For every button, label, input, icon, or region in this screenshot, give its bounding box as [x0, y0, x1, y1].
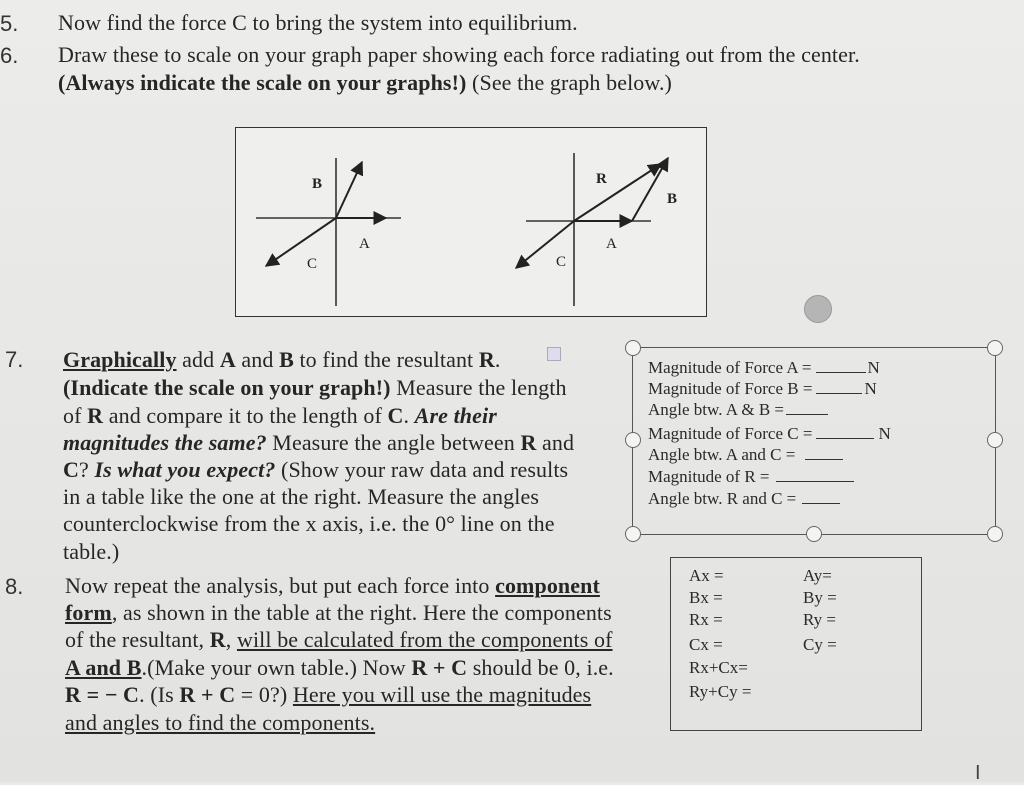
p8-l4-b: .(Make your own table.) Now	[141, 655, 412, 680]
see-graph-text: (See the graph below.)	[466, 70, 672, 95]
vector-diagram	[236, 128, 706, 316]
p7-l4-a: magnitudes the same?	[63, 430, 267, 455]
unit-n: N	[867, 358, 880, 377]
resize-handle-icon[interactable]	[625, 340, 641, 356]
p7-line6: in a table like the one at the right. Measure the angles	[63, 484, 539, 509]
blank-field[interactable]	[802, 503, 840, 504]
row-magnitude-a	[648, 358, 880, 378]
p8-l3-d: will be calculated from the components of	[236, 627, 613, 652]
right-vector-b	[632, 158, 668, 221]
p7-line8: table.)	[63, 539, 120, 564]
p8-line2	[65, 600, 612, 626]
p7-l4-d: and	[536, 430, 575, 455]
p7-l3-f: Are their	[414, 403, 497, 428]
blank-field[interactable]	[776, 481, 854, 482]
item-number-7: 7.	[5, 347, 24, 372]
component-word: component	[495, 573, 600, 598]
p7-l5-d: (Show your raw data and results	[275, 457, 569, 482]
p7-l1-h: .	[494, 347, 501, 372]
row-angle-rc-label: Angle btw. R and C =	[648, 489, 797, 508]
row-magnitude-a-label: Magnitude of Force A =	[648, 358, 812, 377]
item-number-6: 6.	[0, 43, 19, 68]
resize-handle-icon[interactable]	[987, 340, 1003, 356]
p7-l1-g: R	[478, 347, 495, 372]
resize-handle-icon[interactable]	[987, 526, 1003, 542]
text-cursor-icon: I	[975, 762, 981, 784]
cell-ry-cy: Ry+Cy =	[689, 682, 752, 701]
row-magnitude-b	[648, 379, 877, 399]
p7-l5-a: C	[63, 457, 79, 482]
item-5-text-span: Now find the force C to bring the system into equilibrium.	[58, 10, 578, 35]
row-magnitude-c-label: Magnitude of Force C =	[648, 424, 813, 443]
blank-field[interactable]	[816, 438, 874, 439]
blank-field[interactable]	[816, 372, 866, 373]
cell-ax: Ax =	[689, 566, 724, 585]
p7-line3	[63, 403, 497, 429]
cell-by: By =	[803, 588, 837, 607]
left-label-b: B	[312, 176, 323, 192]
p8-l5-a: R = − C	[65, 682, 140, 707]
results-table-textbox[interactable]	[632, 347, 996, 535]
p8-l5-b: . (Is	[139, 682, 180, 707]
p7-l1-d: and	[235, 347, 280, 372]
p7-l2-a: (Indicate the scale on your graph!)	[63, 375, 391, 400]
scale-reminder: (Always indicate the scale on your graphs!)	[58, 70, 467, 95]
cell-rx: Rx =	[689, 610, 723, 629]
cell-cy: Cy =	[803, 635, 837, 654]
p7-line5	[63, 457, 568, 483]
p7-line4	[63, 430, 574, 456]
p8-line4	[65, 655, 614, 681]
item-6-line1: Draw these to scale on your graph paper showing each force radiating out from the center.	[58, 42, 860, 67]
row-angle-ac	[648, 445, 843, 465]
p7-l3-e: .	[403, 403, 415, 428]
left-vector-b	[336, 162, 362, 218]
left-label-a: A	[359, 236, 370, 252]
row-angle-ab-label: Angle btw. A & B =	[648, 400, 784, 419]
form-word: form	[65, 600, 112, 625]
resize-handle-icon[interactable]	[625, 526, 641, 542]
item-number-5: 5.	[0, 11, 19, 36]
p8-l4-c: R + C	[411, 655, 468, 680]
p7-line2	[63, 375, 567, 401]
p7-line1	[63, 347, 500, 373]
left-diagram	[256, 158, 401, 306]
item-number-8: 8.	[5, 574, 24, 599]
p7-l3-a: of	[63, 403, 88, 428]
left-vector-c	[266, 218, 336, 266]
p8-l3-c: ,	[225, 627, 237, 652]
p7-l4-c: R	[520, 430, 537, 455]
row-angle-rc	[648, 489, 840, 509]
resize-handle-icon[interactable]	[987, 432, 1003, 448]
p7-l4-b: Measure the angle between	[266, 430, 521, 455]
resize-handle-icon[interactable]	[806, 526, 822, 542]
p7-l1-b: add	[176, 347, 220, 372]
p8-line1	[65, 573, 600, 599]
cell-ay: Ay=	[803, 566, 832, 585]
blank-field[interactable]	[786, 414, 828, 415]
row-magnitude-r	[648, 467, 854, 487]
item-6-line2	[58, 70, 672, 96]
p7-l1-f: to find the resultant	[293, 347, 479, 372]
cell-rx-cx: Rx+Cx=	[689, 658, 748, 677]
p8-l4-a: A and B	[65, 655, 142, 680]
p7-l3-b: R	[87, 403, 104, 428]
p8-line5	[65, 682, 591, 708]
component-table	[670, 557, 922, 731]
right-label-c: C	[556, 254, 567, 270]
p8-l2-b: , as shown in the table at the right. Here the components	[111, 600, 612, 625]
p8-line6: and angles to find the components.	[65, 710, 376, 735]
unit-n: N	[878, 424, 891, 443]
p8-l5-e: Here you will use the magnitudes	[292, 682, 592, 707]
row-magnitude-c	[648, 424, 891, 444]
cell-cx: Cx =	[689, 635, 723, 654]
p7-l5-b: ?	[79, 457, 95, 482]
left-label-c: C	[307, 256, 318, 272]
cell-bx: Bx =	[689, 588, 723, 607]
cell-ry: Ry =	[803, 610, 836, 629]
p8-line3	[65, 627, 613, 653]
layout-options-icon[interactable]	[547, 347, 561, 361]
row-magnitude-r-label: Magnitude of R =	[648, 467, 770, 486]
p7-l3-c: and compare it to the length of	[103, 403, 388, 428]
p8-l5-c: R + C	[179, 682, 236, 707]
blank-field[interactable]	[816, 393, 862, 394]
right-label-r: R	[596, 171, 607, 187]
row-angle-ac-label: Angle btw. A and C =	[648, 445, 796, 464]
graphically-word: Graphically	[63, 347, 177, 372]
item-5-text	[58, 10, 578, 36]
p7-l5-c: Is what you expect?	[94, 457, 276, 482]
p8-l3-b: R	[209, 627, 226, 652]
right-label-b: B	[667, 191, 678, 207]
p8-l3-a: of the resultant,	[65, 627, 210, 652]
unit-n: N	[864, 379, 877, 398]
p7-l3-d: C	[387, 403, 404, 428]
row-angle-ab	[648, 400, 828, 420]
rotate-handle-icon[interactable]	[804, 295, 832, 323]
p7-line7: counterclockwise from the x axis, i.e. the 0° line on the	[63, 511, 555, 536]
p7-l1-e: B	[279, 347, 294, 372]
p8-l4-d: should be 0, i.e.	[467, 655, 614, 680]
p7-l2-b: Measure the length	[390, 375, 567, 400]
p8-l5-d: = 0?)	[235, 682, 293, 707]
p7-l1-c: A	[219, 347, 236, 372]
right-diagram	[516, 153, 677, 306]
row-magnitude-b-label: Magnitude of Force B =	[648, 379, 813, 398]
right-label-a: A	[606, 236, 617, 252]
blank-field[interactable]	[805, 459, 843, 460]
vector-figure	[235, 127, 707, 317]
resize-handle-icon[interactable]	[625, 432, 641, 448]
p8-l1-a: Now repeat the analysis, but put each force into	[65, 573, 496, 598]
